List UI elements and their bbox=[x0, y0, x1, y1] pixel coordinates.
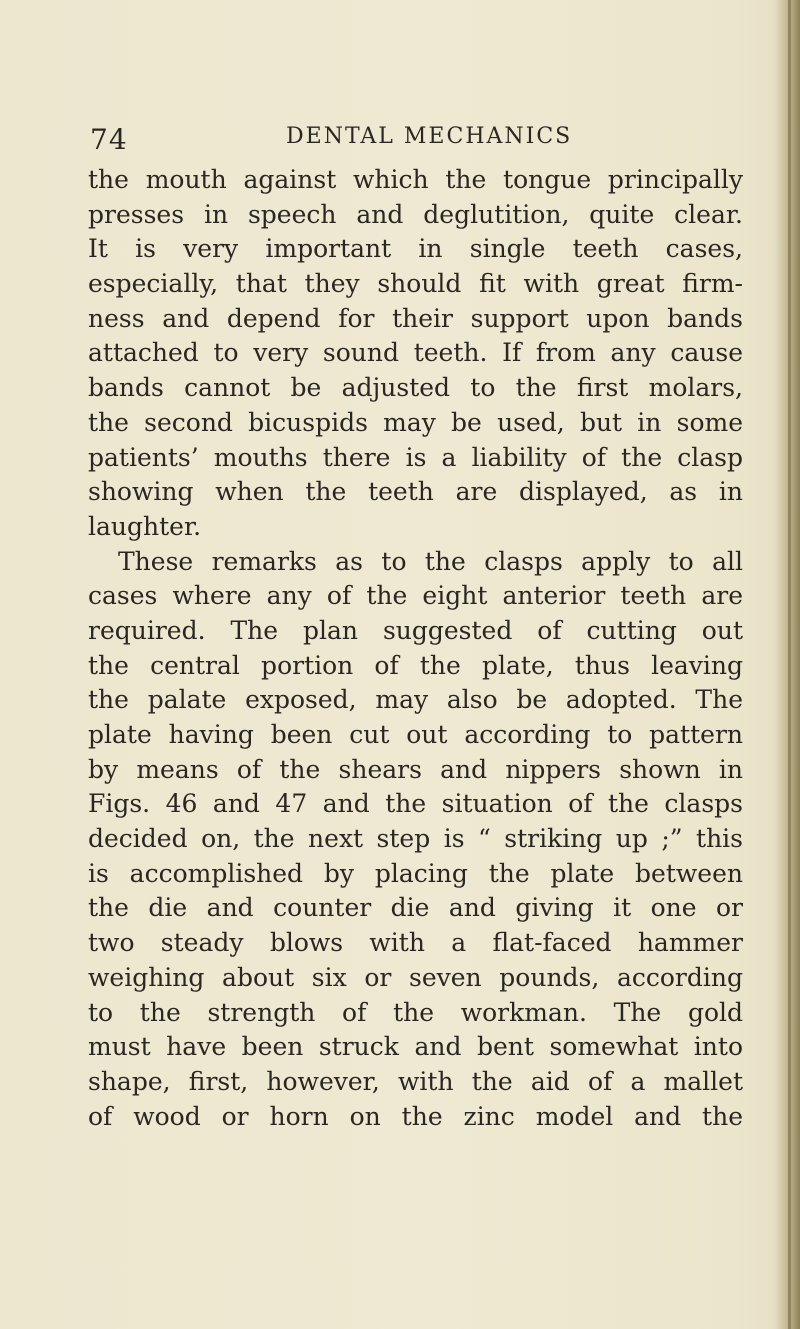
text-line: the second bicuspids may be used, but in some bbox=[88, 407, 743, 437]
text-line: decided on, the next step is “ striking up ;” this bbox=[88, 824, 743, 854]
running-head: DENTAL MECHANICS bbox=[286, 124, 573, 149]
text-line: by means of the shears and nippers shown in bbox=[88, 754, 743, 784]
text-line: ness and depend for their support upon bands bbox=[88, 303, 743, 333]
text-line: required. The plan suggested of cutting out bbox=[88, 615, 743, 645]
text-line: Figs. 46 and 47 and the situation of the clasps bbox=[88, 789, 743, 819]
page-header bbox=[90, 118, 730, 158]
paragraph-end-line: laughter. bbox=[88, 511, 202, 541]
text-line: of wood or horn on the zinc model and the bbox=[88, 1101, 743, 1131]
text-line: weighing about six or seven pounds, according bbox=[88, 962, 743, 992]
text-line: It is very important in single teeth cases, bbox=[88, 234, 743, 264]
page-number: 74 bbox=[90, 123, 128, 156]
text-line: bands cannot be adjusted to the first molars, bbox=[88, 373, 743, 403]
text-line: plate having been cut out according to pattern bbox=[88, 720, 743, 749]
text-line: two steady blows with a flat-faced hammer bbox=[88, 928, 743, 958]
text-line: attached to very sound teeth. If from any cause bbox=[88, 338, 743, 368]
text-line: presses in speech and deglutition, quite clear. bbox=[88, 199, 743, 229]
text-line: must have been struck and bent somewhat into bbox=[88, 1032, 743, 1062]
text-line: patients’ mouths there is a liability of the clasp bbox=[88, 442, 743, 472]
page-edge-shadow bbox=[774, 0, 800, 1329]
text-line: the central portion of the plate, thus leaving bbox=[88, 650, 743, 680]
text-line: showing when the teeth are displayed, as in bbox=[88, 477, 743, 507]
text-line: the die and counter die and giving it one or bbox=[88, 893, 743, 923]
text-line: shape, first, however, with the aid of a mallet bbox=[88, 1066, 743, 1096]
text-line: the mouth against which the tongue principally bbox=[88, 165, 743, 194]
text-line: to the strength of the workman. The gold bbox=[88, 997, 743, 1027]
text-line: is accomplished by placing the plate between bbox=[88, 858, 743, 888]
text-line: the palate exposed, may also be adopted. The bbox=[88, 685, 743, 715]
text-line: especially, that they should fit with great firm- bbox=[88, 269, 743, 299]
binding-edge bbox=[788, 0, 791, 1329]
paragraph-start-line: These remarks as to the clasps apply to all bbox=[118, 546, 743, 576]
body-text bbox=[88, 163, 743, 1134]
text-line: cases where any of the eight anterior teeth are bbox=[88, 581, 743, 611]
